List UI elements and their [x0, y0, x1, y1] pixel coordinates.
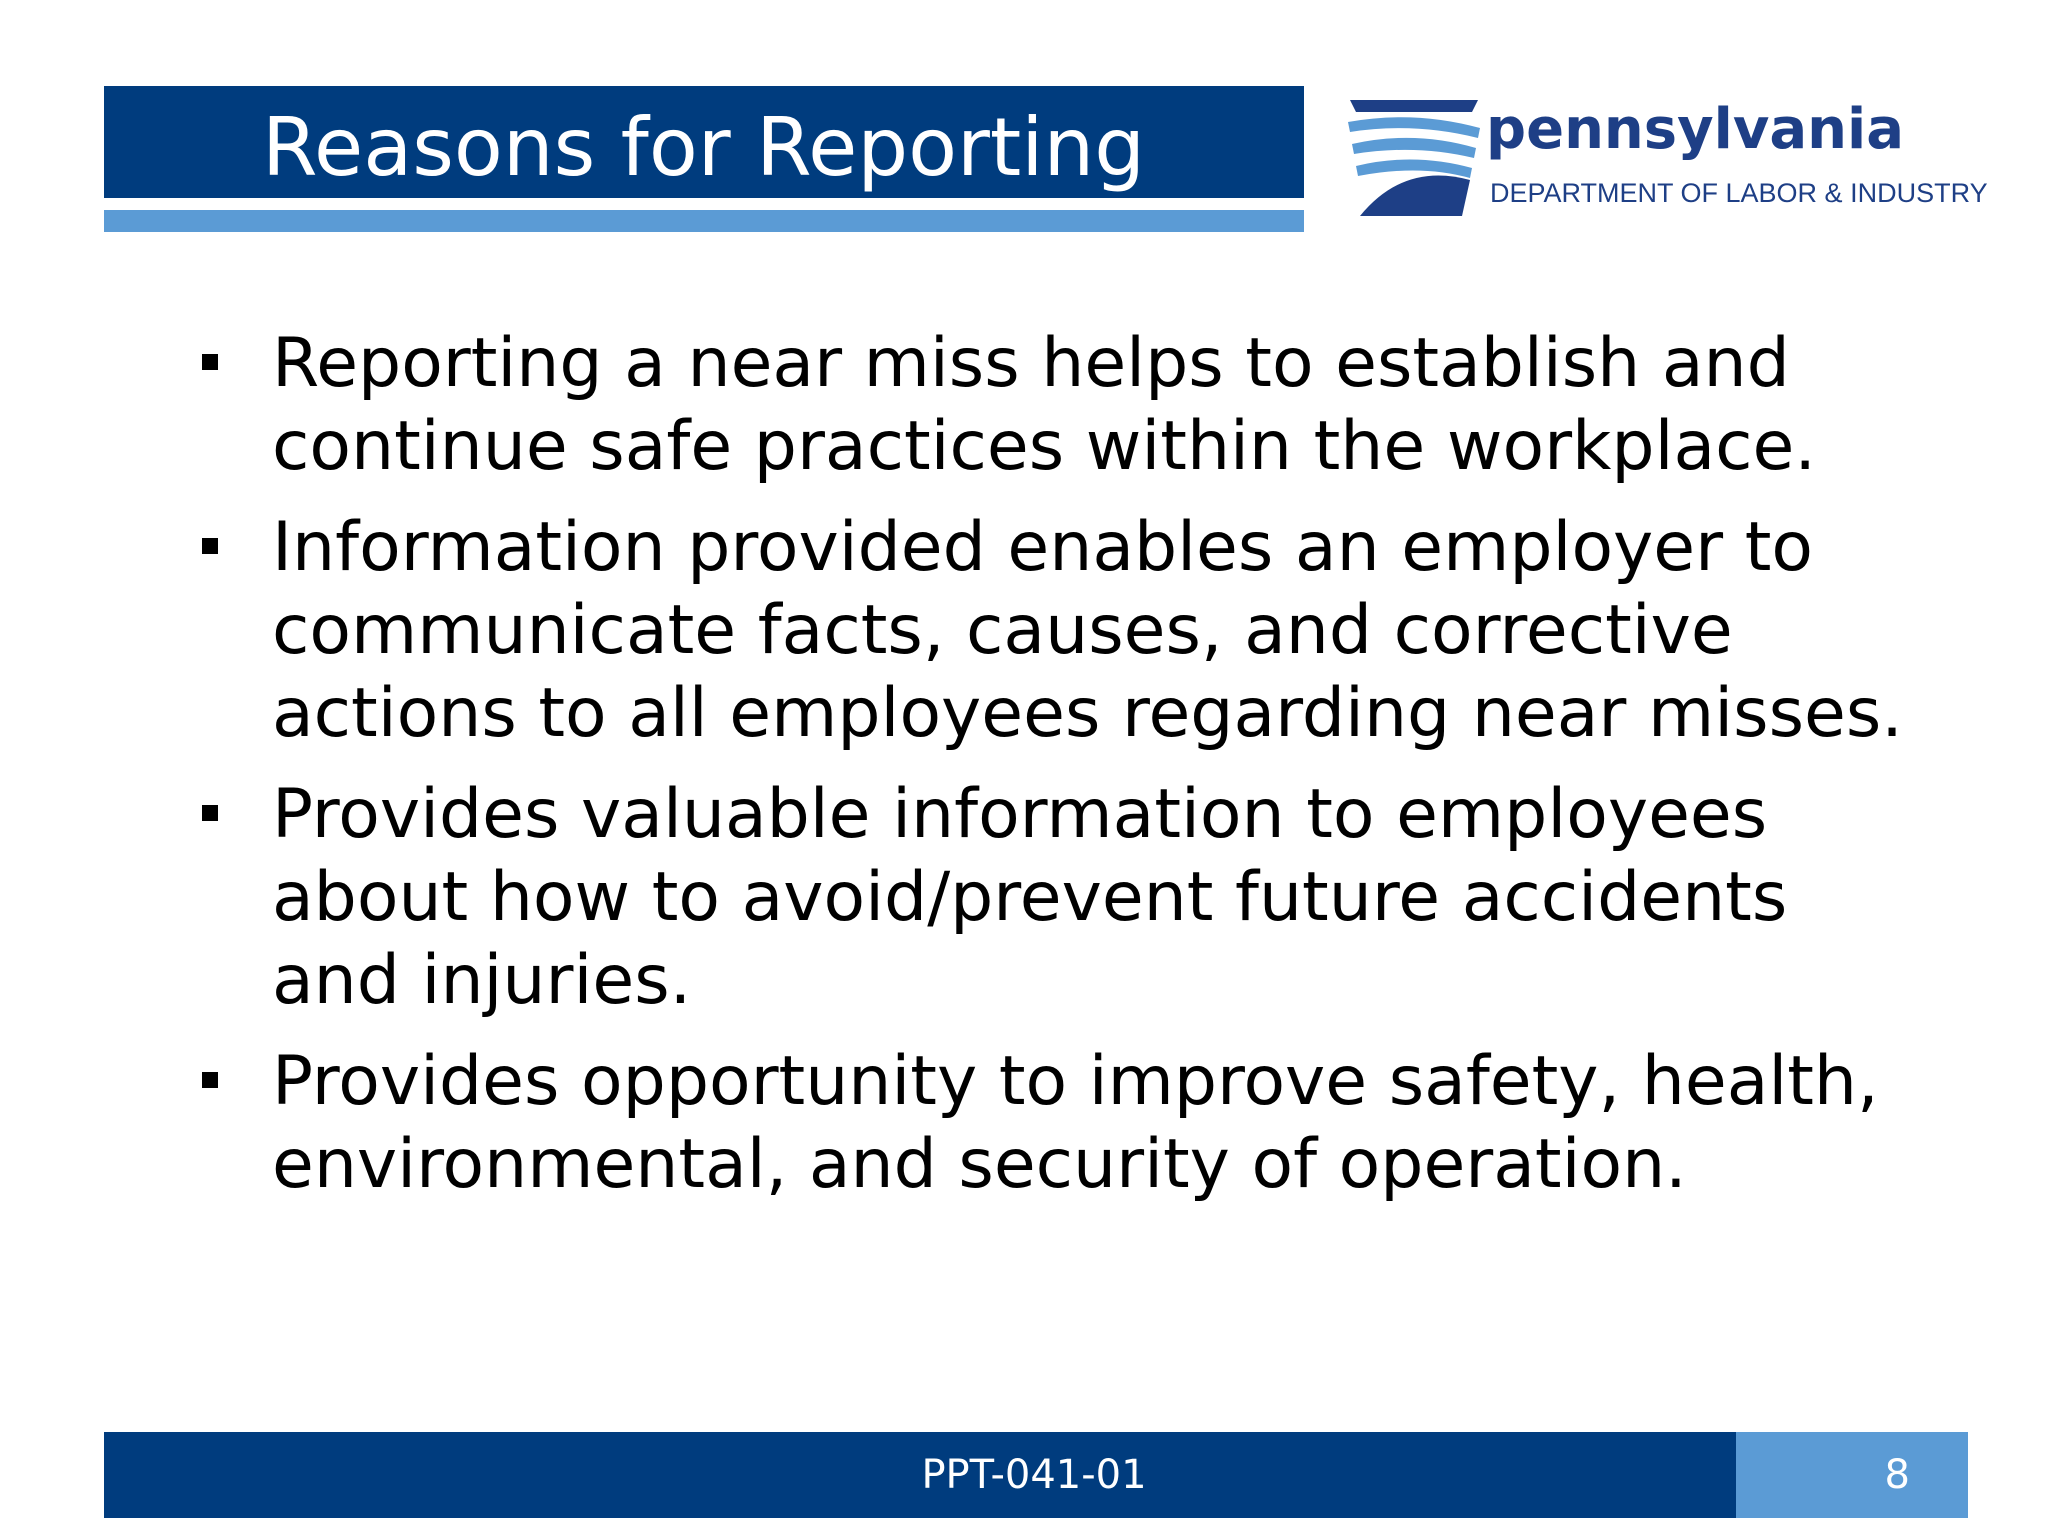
bullet-text: Provides valuable information to employees about how to avoid/prevent future accidents and injuries. — [272, 775, 1788, 1020]
slide-title: Reasons for Reporting — [262, 101, 1146, 194]
footer-bar — [104, 1432, 1736, 1518]
title-underline — [104, 210, 1304, 232]
bullet-item — [198, 1040, 1918, 1206]
bullet-item — [198, 322, 1918, 488]
square-bullet-icon — [202, 354, 218, 370]
keystone-logo-icon — [1344, 92, 1484, 222]
bullet-text: Provides opportunity to improve safety, health, environmental, and security of operation. — [272, 1042, 1879, 1204]
square-bullet-icon — [202, 805, 218, 821]
pa-labor-industry-logo — [1344, 92, 1988, 232]
bullet-item — [198, 506, 1918, 755]
logo-department: DEPARTMENT OF LABOR & INDUSTRY — [1490, 178, 1988, 208]
square-bullet-icon — [202, 1072, 218, 1088]
page-number: 8 — [1884, 1452, 1910, 1498]
square-bullet-icon — [202, 538, 218, 554]
bullet-item — [198, 773, 1918, 1022]
bullet-list — [198, 322, 1918, 1224]
logo-name: pennsylvania — [1486, 97, 1904, 162]
footer-code: PPT-041-01 — [921, 1452, 1147, 1498]
bullet-text: Reporting a near miss helps to establish and continue safe practices within the workplace. — [272, 324, 1816, 486]
page-number-box — [1736, 1432, 1968, 1518]
bullet-text: Information provided enables an employer to communicate facts, causes, and corrective actions to all employees regarding near misses. — [272, 508, 1903, 753]
